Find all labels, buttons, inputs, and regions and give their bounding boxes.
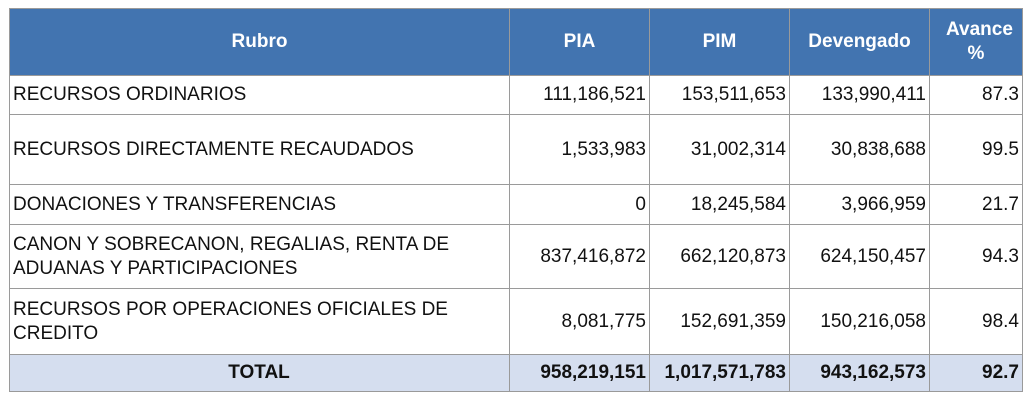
total-row: [10, 355, 1023, 392]
cell-devengado: 30,838,688: [790, 115, 930, 185]
cell-rubro: RECURSOS DIRECTAMENTE RECAUDADOS: [10, 115, 510, 185]
header-avance: Avance %: [930, 9, 1023, 76]
budget-table: [9, 8, 1023, 392]
cell-rubro: CANON Y SOBRECANON, REGALIAS, RENTA DE ADUANAS Y PARTICIPACIONES: [10, 225, 510, 289]
header-devengado: Devengado: [790, 9, 930, 76]
cell-pim: 153,511,653: [650, 76, 790, 115]
cell-pia: 8,081,775: [510, 289, 650, 355]
cell-pia: 837,416,872: [510, 225, 650, 289]
total-avance: 92.7: [930, 355, 1023, 392]
header-pim: PIM: [650, 9, 790, 76]
table-row: [10, 76, 1023, 115]
cell-devengado: 3,966,959: [790, 185, 930, 225]
total-label: TOTAL: [10, 355, 510, 392]
cell-avance: 99.5: [930, 115, 1023, 185]
cell-rubro: RECURSOS POR OPERACIONES OFICIALES DE CREDITO: [10, 289, 510, 355]
cell-avance: 98.4: [930, 289, 1023, 355]
table-row: [10, 225, 1023, 289]
total-devengado: 943,162,573: [790, 355, 930, 392]
total-pia: 958,219,151: [510, 355, 650, 392]
table-row: [10, 289, 1023, 355]
cell-pim: 662,120,873: [650, 225, 790, 289]
cell-pim: 18,245,584: [650, 185, 790, 225]
cell-avance: 21.7: [930, 185, 1023, 225]
cell-pim: 31,002,314: [650, 115, 790, 185]
cell-avance: 87.3: [930, 76, 1023, 115]
cell-devengado: 150,216,058: [790, 289, 930, 355]
cell-devengado: 133,990,411: [790, 76, 930, 115]
header-row: [10, 9, 1023, 76]
total-pim: 1,017,571,783: [650, 355, 790, 392]
table-row: [10, 185, 1023, 225]
cell-rubro: RECURSOS ORDINARIOS: [10, 76, 510, 115]
cell-pia: 0: [510, 185, 650, 225]
table-row: [10, 115, 1023, 185]
cell-pia: 1,533,983: [510, 115, 650, 185]
cell-rubro: DONACIONES Y TRANSFERENCIAS: [10, 185, 510, 225]
cell-pim: 152,691,359: [650, 289, 790, 355]
cell-avance: 94.3: [930, 225, 1023, 289]
cell-devengado: 624,150,457: [790, 225, 930, 289]
header-pia: PIA: [510, 9, 650, 76]
cell-pia: 111,186,521: [510, 76, 650, 115]
header-rubro: Rubro: [10, 9, 510, 76]
